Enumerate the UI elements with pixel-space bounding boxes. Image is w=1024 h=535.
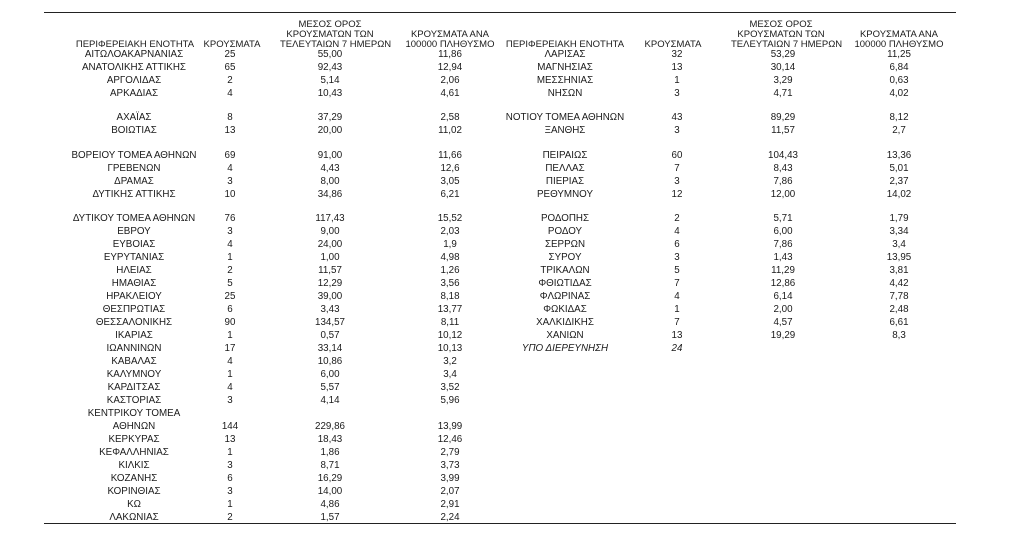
header-cases-right xyxy=(641,12,705,50)
header-cases-label: ΚΡΟΥΣΜΑΤΑ xyxy=(644,39,702,50)
cell-avg7: 1,00 xyxy=(320,252,340,263)
cell-cases: 8 xyxy=(227,112,233,123)
cell-avg7: 7,86 xyxy=(773,239,793,250)
cell-region: ΠΕΙΡΑΙΩΣ xyxy=(542,150,588,161)
table-row xyxy=(0,49,1024,62)
cell-cases: 2 xyxy=(227,265,233,276)
cell-avg7: 2,00 xyxy=(773,304,793,315)
table-row xyxy=(0,163,1024,176)
cell-region: ΠΙΕΡΙΑΣ xyxy=(545,176,585,187)
cell-avg7: 16,29 xyxy=(317,473,343,484)
cell-cases: 4 xyxy=(227,356,233,367)
cell-avg7: 9,00 xyxy=(320,226,340,237)
cell-avg7: 10,43 xyxy=(317,87,343,99)
cell-region: ΑΡΓΟΛΙΔΑΣ xyxy=(106,74,162,86)
cell-avg7: 134,57 xyxy=(315,317,345,328)
cell-avg7: 11,29 xyxy=(771,265,795,276)
table-row xyxy=(0,150,1024,163)
cell-region: ΔΥΤΙΚΗΣ ΑΤΤΙΚΗΣ xyxy=(92,188,176,200)
table-bottom-rule xyxy=(44,523,956,524)
table-row xyxy=(0,226,1024,239)
cell-cases: 13 xyxy=(671,330,683,341)
cell-region: ΕΒΡΟΥ xyxy=(117,226,151,237)
table-row xyxy=(0,486,1024,499)
cell-avg7: 229,86 xyxy=(315,421,345,432)
cell-avg7: 53,29 xyxy=(770,49,796,60)
cell-avg7: 39,00 xyxy=(317,291,343,302)
cell-per100k: 7,78 xyxy=(889,291,909,302)
cell-per100k: 3,73 xyxy=(440,460,460,471)
cell-cases: 6 xyxy=(227,304,233,315)
header-cases-label: ΚΡΟΥΣΜΑΤΑ xyxy=(203,39,261,50)
cell-cases: 1 xyxy=(227,447,233,458)
cell-per100k: 4,02 xyxy=(889,87,909,99)
table-row xyxy=(0,421,1024,434)
cell-per100k: 12,46 xyxy=(437,434,463,445)
cell-per100k: 10,13 xyxy=(437,343,463,354)
cell-region: ΚΟΡΙΝΘΙΑΣ xyxy=(107,486,161,497)
cell-region: ΘΕΣΠΡΩΤΙΑΣ xyxy=(102,304,166,315)
cell-region: ΛΑΡΙΣΑΣ xyxy=(544,49,586,60)
cell-region: ΚΕΡΚΥΡΑΣ xyxy=(108,434,160,445)
cell-cases: 4 xyxy=(674,226,680,237)
cell-region: ΡΕΘΥΜΝΟΥ xyxy=(537,188,593,200)
cell-per100k: 3,56 xyxy=(440,278,460,289)
cell-cases: 4 xyxy=(227,239,233,250)
cell-avg7: 104,43 xyxy=(768,150,798,161)
cell-cases: 2 xyxy=(227,74,233,86)
cell-per100k: 6,84 xyxy=(889,61,909,73)
header-region-left xyxy=(60,12,210,50)
header-per100k-line1: ΚΡΟΥΣΜΑΤΑ ΑΝΑ xyxy=(410,29,490,40)
cell-per100k: 2,03 xyxy=(440,226,460,237)
cell-region: ΑΙΤΩΛΟΑΚΑΡΝΑΝΙΑΣ xyxy=(84,49,184,60)
cell-avg7: 5,57 xyxy=(320,382,340,393)
table-row xyxy=(0,75,1024,88)
cell-per100k: 2,7 xyxy=(892,125,906,136)
cell-per100k: 3,4 xyxy=(443,369,457,380)
cell-avg7: 37,29 xyxy=(317,112,343,123)
cell-cases: 65 xyxy=(224,61,236,73)
cell-cases: 3 xyxy=(227,460,233,471)
header-region-label: ΠΕΡΙΦΕΡΕΙΑΚΗ ΕΝΟΤΗΤΑ xyxy=(75,39,195,50)
cell-avg7: 6,00 xyxy=(320,369,340,380)
cell-per100k: 1,26 xyxy=(440,265,460,276)
table-row xyxy=(0,460,1024,473)
cell-region: ΚΑΒΑΛΑΣ xyxy=(111,356,157,367)
cell-region: ΗΡΑΚΛΕΙΟΥ xyxy=(106,291,162,302)
header-avg7-right xyxy=(731,12,843,50)
cell-avg7: 117,43 xyxy=(315,213,345,224)
cell-avg7: 33,14 xyxy=(317,343,343,354)
table-row xyxy=(0,125,1024,138)
table-row xyxy=(0,369,1024,382)
cell-per100k: 11,86 xyxy=(438,49,462,60)
cell-cases: 4 xyxy=(227,382,233,393)
cell-cases: 76 xyxy=(224,213,236,224)
cell-cases: 17 xyxy=(224,343,236,354)
cell-per100k: 0,63 xyxy=(889,74,909,86)
cell-avg7: 91,00 xyxy=(317,150,343,161)
cell-cases: 13 xyxy=(224,125,236,136)
cell-avg7: 8,00 xyxy=(320,176,340,187)
cell-per100k: 3,99 xyxy=(440,473,460,484)
table-row xyxy=(0,189,1024,202)
cell-per100k: 12,6 xyxy=(440,163,460,174)
header-avg7-line3: ΤΕΛΕΥΤΑΙΩΝ 7 ΗΜΕΡΩΝ xyxy=(731,39,843,50)
table-row xyxy=(0,304,1024,317)
cell-cases: 144 xyxy=(221,421,239,432)
header-region-right xyxy=(490,12,640,50)
cell-cases: 4 xyxy=(227,163,233,174)
table-row xyxy=(0,408,1024,421)
cell-avg7: 11,57 xyxy=(771,125,795,136)
cell-region: ΚΙΛΚΙΣ xyxy=(118,460,150,471)
cell-cases: 1 xyxy=(674,304,680,315)
table-row xyxy=(0,434,1024,447)
cell-cases: 25 xyxy=(224,291,236,302)
cell-cases: 2 xyxy=(674,213,680,224)
cell-cases: 32 xyxy=(671,49,683,60)
cell-cases: 6 xyxy=(227,473,233,484)
cell-cases: 25 xyxy=(224,49,236,60)
header-avg7-line2: ΚΡΟΥΣΜΑΤΩΝ ΤΩΝ xyxy=(286,29,374,40)
cell-cases: 1 xyxy=(674,74,680,86)
cell-cases: 4 xyxy=(674,291,680,302)
cell-cases: 3 xyxy=(227,486,233,497)
header-per100k-right xyxy=(849,12,949,50)
cell-cases: 43 xyxy=(671,112,683,123)
table-row xyxy=(0,317,1024,330)
cell-per100k: 2,06 xyxy=(440,74,460,86)
table-row xyxy=(0,88,1024,101)
cell-region: ΣΕΡΡΩΝ xyxy=(544,239,586,250)
table-row xyxy=(0,447,1024,460)
cell-avg7: 1,43 xyxy=(773,252,793,263)
cell-region: ΦΘΙΩΤΙΔΑΣ xyxy=(538,278,592,289)
cell-per100k: 1,79 xyxy=(889,213,909,224)
cell-cases: 3 xyxy=(227,176,233,187)
cell-per100k: 12,94 xyxy=(437,61,463,73)
cell-region: ΚΑΛΥΜΝΟΥ xyxy=(106,369,162,380)
cell-cases: 1 xyxy=(227,330,233,341)
cell-region: ΝΟΤΙΟΥ ΤΟΜΕΑ ΑΘΗΝΩΝ xyxy=(505,112,625,123)
cell-per100k: 10,12 xyxy=(437,330,463,341)
cell-per100k: 5,96 xyxy=(440,395,460,406)
cell-region: ΤΡΙΚΑΛΩΝ xyxy=(540,265,590,276)
cell-cases: 1 xyxy=(227,252,233,263)
cell-avg7: 6,00 xyxy=(773,226,793,237)
cell-avg7: 4,57 xyxy=(773,317,793,328)
cell-per100k: 6,61 xyxy=(889,317,909,328)
cell-per100k: 3,4 xyxy=(892,239,906,250)
cell-cases: 60 xyxy=(671,150,683,161)
table-row xyxy=(0,239,1024,252)
cell-region: ΡΟΔΟΥ xyxy=(547,226,583,237)
cell-region: ΚΕΝΤΡΙΚΟΥ ΤΟΜΕΑ xyxy=(87,408,181,419)
cell-avg7: 4,14 xyxy=(320,395,340,406)
cell-avg7: 3,29 xyxy=(773,74,793,86)
cell-cases: 3 xyxy=(227,395,233,406)
cell-region: ΗΜΑΘΙΑΣ xyxy=(111,278,157,289)
header-cases-left xyxy=(200,12,264,50)
cell-avg7: 30,14 xyxy=(770,61,796,73)
header-avg7-line2: ΚΡΟΥΣΜΑΤΩΝ ΤΩΝ xyxy=(737,29,825,40)
cell-region: ΑΘΗΝΩΝ xyxy=(112,421,156,432)
header-avg7-left xyxy=(280,12,392,50)
cell-cases: 69 xyxy=(224,150,236,161)
cell-region: ΗΛΕΙΑΣ xyxy=(116,265,152,276)
table-row xyxy=(0,252,1024,265)
cell-region: ΒΟΡΕΙΟΥ ΤΟΜΕΑ ΑΘΗΝΩΝ xyxy=(71,150,197,161)
cell-region: ΝΗΣΩΝ xyxy=(547,87,583,99)
cell-region: ΡΟΔΟΠΗΣ xyxy=(540,213,590,224)
cell-per100k: 2,58 xyxy=(440,112,460,123)
cell-region: ΚΑΡΔΙΤΣΑΣ xyxy=(107,382,161,393)
cell-per100k: 8,18 xyxy=(440,291,460,302)
header-avg7-line1: ΜΕΣΟΣ ΟΡΟΣ xyxy=(298,19,362,30)
cell-avg7: 10,86 xyxy=(317,356,343,367)
cell-per100k: 3,52 xyxy=(440,382,460,393)
cell-cases: 3 xyxy=(674,87,680,99)
cell-region: ΑΧΑΪΑΣ xyxy=(116,112,152,123)
cell-region: ΕΥΡΥΤΑΝΙΑΣ xyxy=(103,252,165,263)
table-row xyxy=(0,176,1024,189)
cell-per100k: 3,2 xyxy=(443,356,457,367)
cell-avg7: 8,71 xyxy=(320,460,340,471)
cell-region: ΠΕΛΛΑΣ xyxy=(545,163,585,174)
cell-region: ΔΡΑΜΑΣ xyxy=(114,176,154,187)
cell-cases: 13 xyxy=(224,434,236,445)
cell-region: ΣΥΡΟΥ xyxy=(548,252,582,263)
cell-cases: 90 xyxy=(224,317,236,328)
cell-per100k: 2,24 xyxy=(440,512,460,523)
table-row xyxy=(0,112,1024,125)
cell-avg7: 20,00 xyxy=(317,125,343,136)
cell-avg7: 19,29 xyxy=(770,330,796,341)
header-per100k-line2: 100000 ΠΛΗΘΥΣΜΟ xyxy=(854,39,944,50)
cell-per100k: 13,95 xyxy=(886,252,912,263)
cell-per100k: 5,01 xyxy=(889,163,909,174)
cell-per100k: 13,77 xyxy=(437,304,463,315)
cell-per100k: 11,66 xyxy=(438,150,462,161)
cell-per100k: 4,42 xyxy=(889,278,909,289)
cell-avg7: 24,00 xyxy=(317,239,343,250)
table-row xyxy=(0,265,1024,278)
cell-per100k: 8,3 xyxy=(892,330,906,341)
cell-region: ΑΡΚΑΔΙΑΣ xyxy=(110,87,158,99)
cell-per100k: 2,79 xyxy=(440,447,460,458)
cell-avg7: 1,86 xyxy=(320,447,340,458)
cell-cases: 1 xyxy=(227,369,233,380)
cell-avg7: 8,43 xyxy=(773,163,793,174)
cell-cases: 7 xyxy=(674,278,680,289)
cell-per100k: 13,36 xyxy=(886,150,912,161)
cell-cases: 4 xyxy=(227,87,233,99)
cell-avg7: 5,71 xyxy=(773,213,793,224)
cell-region: ΞΑΝΘΗΣ xyxy=(544,125,586,136)
table-row xyxy=(0,499,1024,512)
header-per100k-line1: ΚΡΟΥΣΜΑΤΑ ΑΝΑ xyxy=(859,29,939,40)
cell-cases: 13 xyxy=(671,61,683,73)
cell-region: ΓΡΕΒΕΝΩΝ xyxy=(107,163,161,174)
cell-avg7: 4,71 xyxy=(773,87,793,99)
header-avg7-line3: ΤΕΛΕΥΤΑΙΩΝ 7 ΗΜΕΡΩΝ xyxy=(280,39,392,50)
cell-per100k: 2,07 xyxy=(440,486,460,497)
cell-cases: 24 xyxy=(671,343,683,354)
cell-per100k: 8,11 xyxy=(440,317,460,328)
cell-cases: 2 xyxy=(227,512,233,523)
cell-per100k: 2,48 xyxy=(889,304,909,315)
cell-region: ΧΑΝΙΩΝ xyxy=(546,330,584,341)
cell-per100k: 3,34 xyxy=(889,226,909,237)
cell-cases: 3 xyxy=(227,226,233,237)
cell-avg7: 1,57 xyxy=(320,512,340,523)
cell-cases: 12 xyxy=(671,188,683,200)
header-avg7-line1: ΜΕΣΟΣ ΟΡΟΣ xyxy=(749,19,813,30)
cell-avg7: 55,00 xyxy=(317,49,343,60)
cell-per100k: 2,91 xyxy=(440,499,460,510)
cell-avg7: 0,57 xyxy=(320,330,340,341)
cell-avg7: 7,86 xyxy=(773,176,793,187)
cell-avg7: 12,00 xyxy=(770,188,796,200)
table-row xyxy=(0,356,1024,369)
cell-region: ΒΟΙΩΤΙΑΣ xyxy=(111,125,157,136)
cell-region: ΔΥΤΙΚΟΥ ΤΟΜΕΑ ΑΘΗΝΩΝ xyxy=(72,213,196,224)
cell-cases: 1 xyxy=(227,499,233,510)
cell-cases: 7 xyxy=(674,317,680,328)
table-row xyxy=(0,291,1024,304)
cell-cases: 10 xyxy=(224,188,236,200)
table-row xyxy=(0,278,1024,291)
cell-region: ΚΕΦΑΛΛΗΝΙΑΣ xyxy=(99,447,169,458)
table-row xyxy=(0,382,1024,395)
cell-avg7: 18,43 xyxy=(317,434,343,445)
header-per100k-left xyxy=(400,12,500,50)
cell-region: ΙΚΑΡΙΑΣ xyxy=(115,330,153,341)
table-row xyxy=(0,395,1024,408)
table-row xyxy=(0,62,1024,75)
cell-region: ΦΩΚΙΔΑΣ xyxy=(543,304,587,315)
cell-region: ΜΑΓΝΗΣΙΑΣ xyxy=(537,61,593,73)
cell-region: ΛΑΚΩΝΙΑΣ xyxy=(109,512,159,523)
cell-region: ΦΛΩΡΙΝΑΣ xyxy=(539,291,591,302)
table-row xyxy=(0,343,1024,356)
cell-per100k: 8,12 xyxy=(889,112,909,123)
cell-region: ΘΕΣΣΑΛΟΝΙΚΗΣ xyxy=(95,317,173,328)
cell-per100k: 1,9 xyxy=(443,239,457,250)
cell-cases: 5 xyxy=(674,265,680,276)
cell-cases: 3 xyxy=(674,252,680,263)
cell-cases: 3 xyxy=(674,176,680,187)
cell-per100k: 11,02 xyxy=(438,125,462,136)
cell-per100k: 11,25 xyxy=(887,49,911,60)
cell-avg7: 6,14 xyxy=(773,291,793,302)
cell-avg7: 92,43 xyxy=(317,61,343,73)
cell-cases: 7 xyxy=(674,163,680,174)
cell-region: ΜΕΣΣΗΝΙΑΣ xyxy=(536,74,594,86)
cell-region: ΕΥΒΟΙΑΣ xyxy=(112,239,156,250)
cell-cases: 5 xyxy=(227,278,233,289)
cell-avg7: 4,86 xyxy=(320,499,340,510)
cell-per100k: 14,02 xyxy=(886,188,912,200)
cell-region: ΚΩ xyxy=(127,499,141,510)
cell-region: ΥΠΟ ΔΙΕΡΕΥΝΗΣΗ xyxy=(521,343,609,354)
cell-region: ΚΑΣΤΟΡΙΑΣ xyxy=(106,395,162,406)
cell-avg7: 11,57 xyxy=(318,265,342,276)
cell-region: ΚΟΖΑΝΗΣ xyxy=(110,473,158,484)
cell-cases: 6 xyxy=(674,239,680,250)
cell-avg7: 89,29 xyxy=(770,112,796,123)
cell-avg7: 34,86 xyxy=(317,188,343,200)
cell-per100k: 3,05 xyxy=(440,176,460,187)
cell-avg7: 3,43 xyxy=(320,304,340,315)
cell-per100k: 13,99 xyxy=(437,421,463,432)
cell-avg7: 4,43 xyxy=(320,163,340,174)
header-per100k-line2: 100000 ΠΛΗΘΥΣΜΟ xyxy=(405,39,495,50)
cell-region: ΑΝΑΤΟΛΙΚΗΣ ΑΤΤΙΚΗΣ xyxy=(82,61,186,73)
cell-avg7: 12,29 xyxy=(317,278,343,289)
cell-avg7: 14,00 xyxy=(317,486,343,497)
cell-cases: 3 xyxy=(674,125,680,136)
cell-region: ΧΑΛΚΙΔΙΚΗΣ xyxy=(536,317,594,328)
cell-per100k: 3,81 xyxy=(889,265,909,276)
table-row xyxy=(0,213,1024,226)
cell-avg7: 12,86 xyxy=(770,278,796,289)
cell-per100k: 2,37 xyxy=(889,176,909,187)
cell-per100k: 15,52 xyxy=(437,213,463,224)
header-region-label: ΠΕΡΙΦΕΡΕΙΑΚΗ ΕΝΟΤΗΤΑ xyxy=(505,39,625,50)
cell-region: ΙΩΑΝΝΙΝΩΝ xyxy=(106,343,162,354)
cell-per100k: 6,21 xyxy=(440,188,460,200)
cell-per100k: 4,61 xyxy=(440,87,460,99)
cell-per100k: 4,98 xyxy=(440,252,460,263)
table-row xyxy=(0,330,1024,343)
table-row xyxy=(0,473,1024,486)
cell-avg7: 5,14 xyxy=(320,74,340,86)
